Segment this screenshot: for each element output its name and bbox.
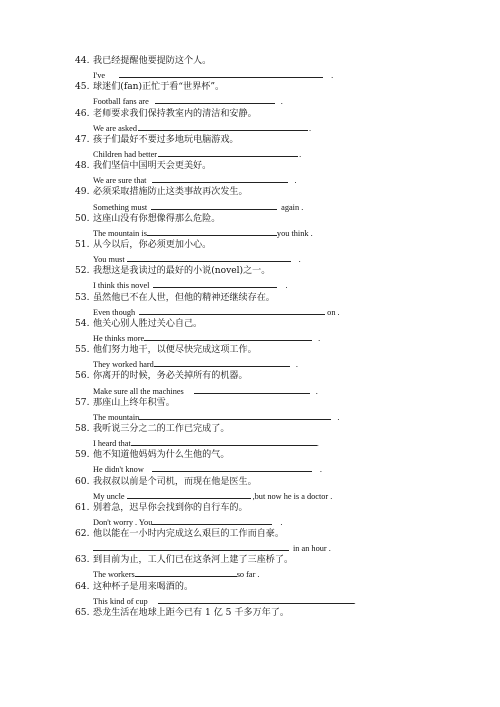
answer-prefix: They worked hard xyxy=(93,360,154,370)
answer-prefix: Make sure all the machines xyxy=(93,386,184,396)
list-item xyxy=(0,239,500,265)
answer-line xyxy=(0,515,500,528)
question-line xyxy=(0,581,500,594)
answer-line xyxy=(0,436,500,449)
answer-suffix: in an hour . xyxy=(293,544,331,554)
answer-suffix: . xyxy=(295,360,298,370)
question-number: 46. xyxy=(75,108,90,119)
answer-line xyxy=(0,567,500,580)
question-chinese: 到目前为止，工人们已在这条河上建了三座桥了。 xyxy=(93,555,294,566)
question-line xyxy=(0,292,500,305)
list-item xyxy=(0,344,500,370)
question-number: 52. xyxy=(75,266,90,277)
list-item xyxy=(0,554,500,580)
question-number: 60. xyxy=(75,476,90,487)
answer-blank[interactable] xyxy=(127,252,291,262)
question-chinese: 虽然他已不在人世，但他的精神还继续存在。 xyxy=(93,292,275,303)
answer-suffix: . xyxy=(318,333,321,343)
question-chinese: 我想这是我读过的最好的小说(novel)之一。 xyxy=(93,266,271,277)
answer-blank[interactable] xyxy=(119,68,323,78)
answer-prefix: I've xyxy=(93,71,106,81)
question-number: 51. xyxy=(75,239,90,250)
list-item xyxy=(0,318,500,344)
question-line xyxy=(0,239,500,252)
answer-suffix: . xyxy=(280,517,283,527)
question-number: 48. xyxy=(75,161,90,172)
answer-suffix: . xyxy=(315,386,318,396)
answer-prefix: I heard that xyxy=(93,439,131,449)
question-chinese: 老师要求我们保持教室内的清洁和安静。 xyxy=(93,108,257,119)
answer-blank[interactable] xyxy=(151,200,277,210)
question-number: 53. xyxy=(75,292,90,303)
answer-line xyxy=(0,489,500,502)
question-chinese: 我听说三分之二的工作已完成了。 xyxy=(93,423,230,434)
list-item xyxy=(0,370,500,396)
question-line xyxy=(0,476,500,489)
answer-blank[interactable] xyxy=(139,305,325,315)
answer-blank[interactable] xyxy=(153,278,277,288)
list-item xyxy=(0,81,500,107)
question-number: 58. xyxy=(75,423,90,434)
question-chinese: 你离开的时候，务必关掉所有的机器。 xyxy=(93,371,248,382)
answer-blank[interactable] xyxy=(144,331,312,341)
answer-line xyxy=(0,147,500,160)
list-item xyxy=(0,423,500,449)
question-line xyxy=(0,318,500,331)
answer-line xyxy=(0,331,500,344)
question-chinese: 他不知道他妈妈为什么生他的气。 xyxy=(93,450,230,461)
list-item xyxy=(0,186,500,212)
answer-suffix: . xyxy=(285,281,288,291)
question-number: 44. xyxy=(75,56,90,66)
question-chinese: 必须采取措施防止这类事故再次发生。 xyxy=(93,187,248,198)
question-line xyxy=(0,607,500,620)
question-line xyxy=(0,160,500,173)
answer-prefix: Football fans are xyxy=(93,97,149,107)
list-item xyxy=(0,607,500,620)
question-chinese: 我叔叔以前是个司机，而现在他是医生。 xyxy=(93,476,257,487)
question-line xyxy=(0,554,500,567)
question-chinese: 这座山没有你想像得那么危险。 xyxy=(93,213,221,224)
question-line xyxy=(0,265,500,278)
answer-line xyxy=(0,68,500,81)
answer-blank[interactable] xyxy=(135,567,237,577)
answer-prefix: This kind of cup xyxy=(93,596,148,606)
question-line xyxy=(0,55,500,68)
question-line xyxy=(0,397,500,410)
question-chinese: 孩子们最好不要过多地玩电脑游戏。 xyxy=(93,134,239,145)
answer-blank[interactable] xyxy=(155,94,275,104)
answer-prefix: Children had better xyxy=(93,149,158,159)
question-number: 57. xyxy=(75,397,90,408)
answer-line xyxy=(0,200,500,213)
question-chinese: 那座山上终年积雪。 xyxy=(93,397,175,408)
answer-prefix: I think this novel xyxy=(93,281,150,291)
answer-prefix: The workers xyxy=(93,570,135,580)
list-item xyxy=(0,108,500,134)
answer-prefix: We are sure that xyxy=(93,176,147,186)
answer-blank[interactable] xyxy=(127,489,251,499)
question-number: 65. xyxy=(75,607,90,618)
answer-suffix: . xyxy=(337,412,340,422)
answer-suffix: . xyxy=(299,149,302,159)
question-line xyxy=(0,423,500,436)
question-number: 45. xyxy=(75,82,90,93)
answer-prefix: Something must xyxy=(93,202,148,212)
question-chinese: 我已经提醒他要提防这个人。 xyxy=(93,56,212,66)
answer-suffix: . xyxy=(294,176,297,186)
question-chinese: 球迷们(fan)正忙于看“世界杯”。 xyxy=(93,82,225,93)
question-chinese: 恐龙生活在地球上距今已有 1 亿 5 千多万年了。 xyxy=(93,607,289,618)
answer-blank[interactable] xyxy=(158,147,298,157)
list-item xyxy=(0,265,500,291)
list-item xyxy=(0,581,500,607)
answer-suffix: . xyxy=(353,596,356,606)
question-chinese: 这种杯子是用来喝酒的。 xyxy=(93,581,194,592)
answer-line xyxy=(0,173,500,186)
list-item xyxy=(0,292,500,318)
question-line xyxy=(0,502,500,515)
list-item xyxy=(0,502,500,528)
answer-line xyxy=(0,462,500,475)
answer-suffix: . xyxy=(319,465,322,475)
answer-line xyxy=(0,357,500,370)
question-line xyxy=(0,528,500,541)
answer-line xyxy=(0,226,500,239)
answer-line xyxy=(0,94,500,107)
question-number: 54. xyxy=(75,318,90,329)
answer-blank[interactable] xyxy=(152,462,312,472)
answer-blank[interactable] xyxy=(194,384,310,394)
answer-prefix: He thinks more xyxy=(93,333,145,343)
question-number: 49. xyxy=(75,187,90,198)
answer-blank[interactable] xyxy=(154,357,290,367)
question-number: 63. xyxy=(75,555,90,566)
answer-line xyxy=(0,384,500,397)
question-chinese: 他们努力地干，以便尽快完成这项工作。 xyxy=(93,345,257,356)
question-line xyxy=(0,81,500,94)
question-chinese: 别着急，迟早你会找到你的自行车的。 xyxy=(93,502,248,513)
exercise-list xyxy=(0,55,500,620)
answer-suffix: . xyxy=(280,97,283,107)
question-line xyxy=(0,134,500,147)
list-item xyxy=(0,160,500,186)
list-item xyxy=(0,397,500,423)
list-item xyxy=(0,476,500,502)
question-line xyxy=(0,449,500,462)
question-number: 61. xyxy=(75,502,90,513)
question-chinese: 从今以后，你必须更加小心。 xyxy=(93,239,212,250)
list-item xyxy=(0,528,500,554)
answer-blank[interactable] xyxy=(139,410,331,420)
question-number: 55. xyxy=(75,345,90,356)
answer-prefix: The mountain xyxy=(93,412,140,422)
answer-prefix: The mountain is xyxy=(93,228,147,238)
answer-blank[interactable] xyxy=(152,173,288,183)
answer-blank[interactable] xyxy=(158,594,354,604)
answer-suffix: . xyxy=(316,439,319,449)
answer-suffix: . xyxy=(298,255,301,265)
question-number: 47. xyxy=(75,134,90,145)
question-line xyxy=(0,213,500,226)
answer-suffix: on . xyxy=(327,307,340,317)
answer-line xyxy=(0,252,500,265)
answer-line xyxy=(0,305,500,318)
question-number: 56. xyxy=(75,371,90,382)
list-item xyxy=(0,55,500,81)
answer-blank[interactable] xyxy=(138,121,308,131)
answer-line xyxy=(0,541,500,554)
list-item xyxy=(0,449,500,475)
answer-blank[interactable] xyxy=(152,515,272,525)
question-chinese: 他关心别人胜过关心自己。 xyxy=(93,318,203,329)
answer-blank[interactable] xyxy=(93,541,289,551)
answer-suffix: ,but now he is a doctor . xyxy=(252,491,333,501)
answer-suffix: . xyxy=(331,71,334,81)
list-item xyxy=(0,213,500,239)
question-number: 62. xyxy=(75,529,90,540)
answer-blank[interactable] xyxy=(131,436,317,446)
answer-line xyxy=(0,121,500,134)
question-chinese: 我们坚信中国明天会更美好。 xyxy=(93,161,212,172)
list-item xyxy=(0,134,500,160)
answer-blank[interactable] xyxy=(147,226,277,236)
answer-prefix: Even though xyxy=(93,307,136,317)
answer-line xyxy=(0,410,500,423)
answer-prefix: You must xyxy=(93,255,125,265)
answer-line xyxy=(0,278,500,291)
question-line xyxy=(0,344,500,357)
answer-line xyxy=(0,594,500,607)
question-line xyxy=(0,108,500,121)
answer-prefix: Don't worry . You xyxy=(93,517,153,527)
answer-suffix: again . xyxy=(281,202,304,212)
answer-suffix: . xyxy=(309,123,312,133)
question-chinese: 他以能在一小时内完成这么艰巨的工作而自豪。 xyxy=(93,529,284,540)
question-number: 50. xyxy=(75,213,90,224)
answer-suffix: so far . xyxy=(236,570,260,580)
question-line xyxy=(0,370,500,383)
answer-prefix: He didn't know xyxy=(93,465,144,475)
question-number: 59. xyxy=(75,450,90,461)
question-number: 64. xyxy=(75,581,90,592)
question-line xyxy=(0,186,500,199)
answer-prefix: We are asked xyxy=(93,123,138,133)
answer-prefix: My uncle xyxy=(93,491,125,501)
answer-suffix: you think . xyxy=(276,228,313,238)
